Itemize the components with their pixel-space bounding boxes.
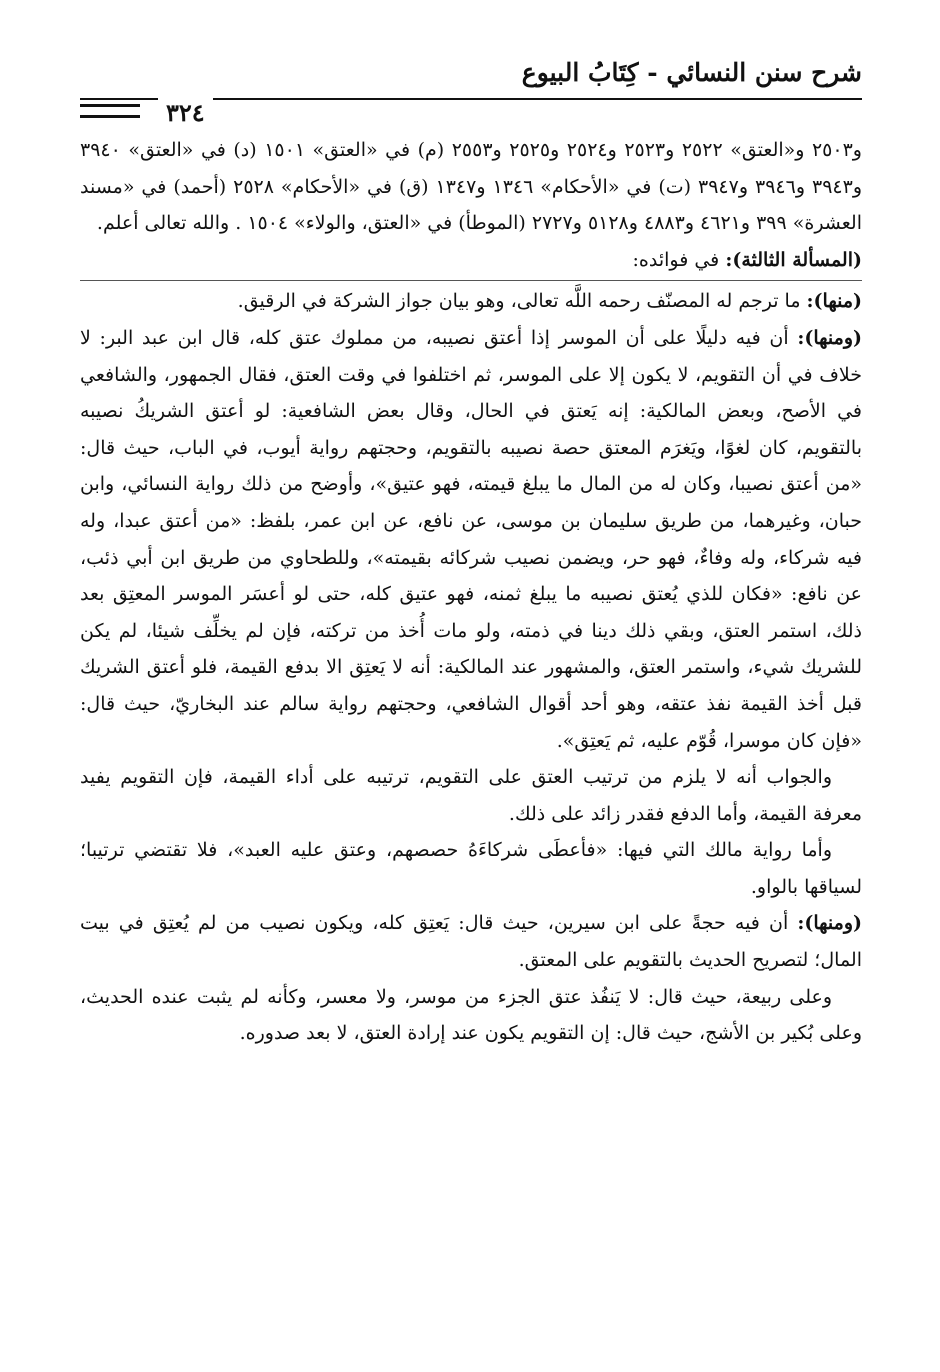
benefit-paragraph-2	[80, 320, 862, 759]
page-number: ٣٢٤	[158, 98, 213, 127]
benefit-text-2: أن فيه دليلًا على أن الموسر إذا أعتق نصيبه، من مملوك عتق كله، قال ابن عبد البر: لا خلاف في أن التقويم، لا يكون إلا على الموسر، ثم اختلفوا في وقت العتق، فقال الجمهور، والشافعي في الأصح، وبعض المالكية: إنه يَعتق في الحال، وقال بعض الشافعية: لو أعتق الشريكُ نصيبه بالتقويم، كان لغوًا، ويَغرَم المعتق حصة نصيبه بالتقويم، وحجتهم رواية أيوب، في الباب، حيث قال: «من أعتق نصيبا، وكان له من المال ما يبلغ قيمته، فهو عتيق»، وأوضح من ذلك رواية النسائي، وابن حبان، وغيرهما، من طريق سليمان بن موسى، عن نافع، عن ابن عمر، بلفظ: «من أعتق عبدا، وله فيه شركاء، وله وفاءٌ، فهو حر، ويضمن نصيب شركائه بقيمته»، وللطحاوي من طريق ابن أبي ذئب، عن نافع: «فكان للذي يُعتق نصيبه ما يبلغ ثمنه، فهو عتيق كله، حتى لو أعسَر الموسر المعتِق بعد ذلك، استمر العتق، وبقي ذلك دينا في ذمته، ولو مات أُخذ من تركته، فإن لم يخلِّف شيئا، لم يكن للشريك شيء، واستمر العتق، والمشهور عند المالكية: أنه لا يَعتِق الا بدفع القيمة، فلو أعتق الشريك قبل أخذ القيمة نفذ عتقه، وهو أحد أقوال الشافعي، وحجتهم رواية سالم عند البخاريّ، حيث قال: «فإن كان موسرا، قُوّم عليه، ثم يَعتِق».	[80, 326, 862, 752]
benefit-paragraph-1	[80, 283, 862, 320]
references-paragraph: و٢٥٠٣ و«العتق» ٢٥٢٢ و٢٥٢٣ و٢٥٢٤ و٢٥٢٥ و٢٥٥٣ (م) في «العتق» ١٥٠١ (د) في «العتق» ٣٩٤٠ و٣٩٤٣ و٣٩٤٦ و٣٩٤٧ (ت) في «الأحكام» ١٣٤٦ و١٣٤٧ (ق) في «الأحكام» ٢٥٢٨ (أحمد) في «مسند العشرة» ٣٩٩ و٤٦٢١ و٤٨٨٣ و٥١٢٨ و٢٧٢٧ (الموطأ) في «العتق، والولاء» ١٥٠٤ . والله تعالى أعلم.	[80, 139, 862, 235]
rabia-paragraph: وعلى ربيعة، حيث قال: لا يَنفُذ عتق الجزء من موسر، ولا معسر، وكأنه لم يثبت عنده الحديث، وعلى بُكير بن الأشج، حيث قال: إن التقويم يكون عند إرادة العتق، لا بعد صدوره.	[80, 985, 862, 1045]
benefit-label-2: (ومنها):	[797, 326, 862, 349]
running-title: شرح سنن النسائي - كِتَابُ البيوع	[521, 58, 862, 87]
section-divider	[80, 280, 862, 281]
malik-paragraph: وأما رواية مالك التي فيها: «فأعطَى شركاءَهُ حصصهم، وعتق عليه العبد»، فلا تقتضي ترتيبا؛ لسياقها بالواو.	[80, 839, 862, 898]
section-heading-text: في فوائده:	[632, 248, 726, 271]
benefit-text-1: ما ترجم له المصنّف رحمه اللَّه تعالى، وهو بيان جواز الشركة في الرقيق.	[237, 290, 807, 313]
section-heading-paragraph	[80, 242, 862, 279]
section-heading-label: (المسألة الثالثة):	[725, 248, 862, 271]
benefit-label-3: (ومنها):	[797, 912, 862, 935]
benefit-text-3: أن فيه حجةً على ابن سيرين، حيث قال: يَعتِق كله، ويكون نصيب من لم يُعتِق في بيت المال؛ لتصريح الحديث بالتقويم على المعتق.	[80, 912, 862, 972]
running-header	[80, 58, 862, 127]
header-double-rule	[80, 104, 140, 118]
benefit-label-1: (منها):	[806, 290, 862, 313]
benefit-paragraph-3	[80, 905, 862, 978]
answer-paragraph: والجواب أنه لا يلزم من ترتيب العتق على التقويم، ترتيبه على أداء القيمة، فإن التقويم يفيد معرفة القيمة، وأما الدفع فقدر زائد على ذلك.	[80, 766, 862, 825]
page-body	[80, 132, 862, 1052]
